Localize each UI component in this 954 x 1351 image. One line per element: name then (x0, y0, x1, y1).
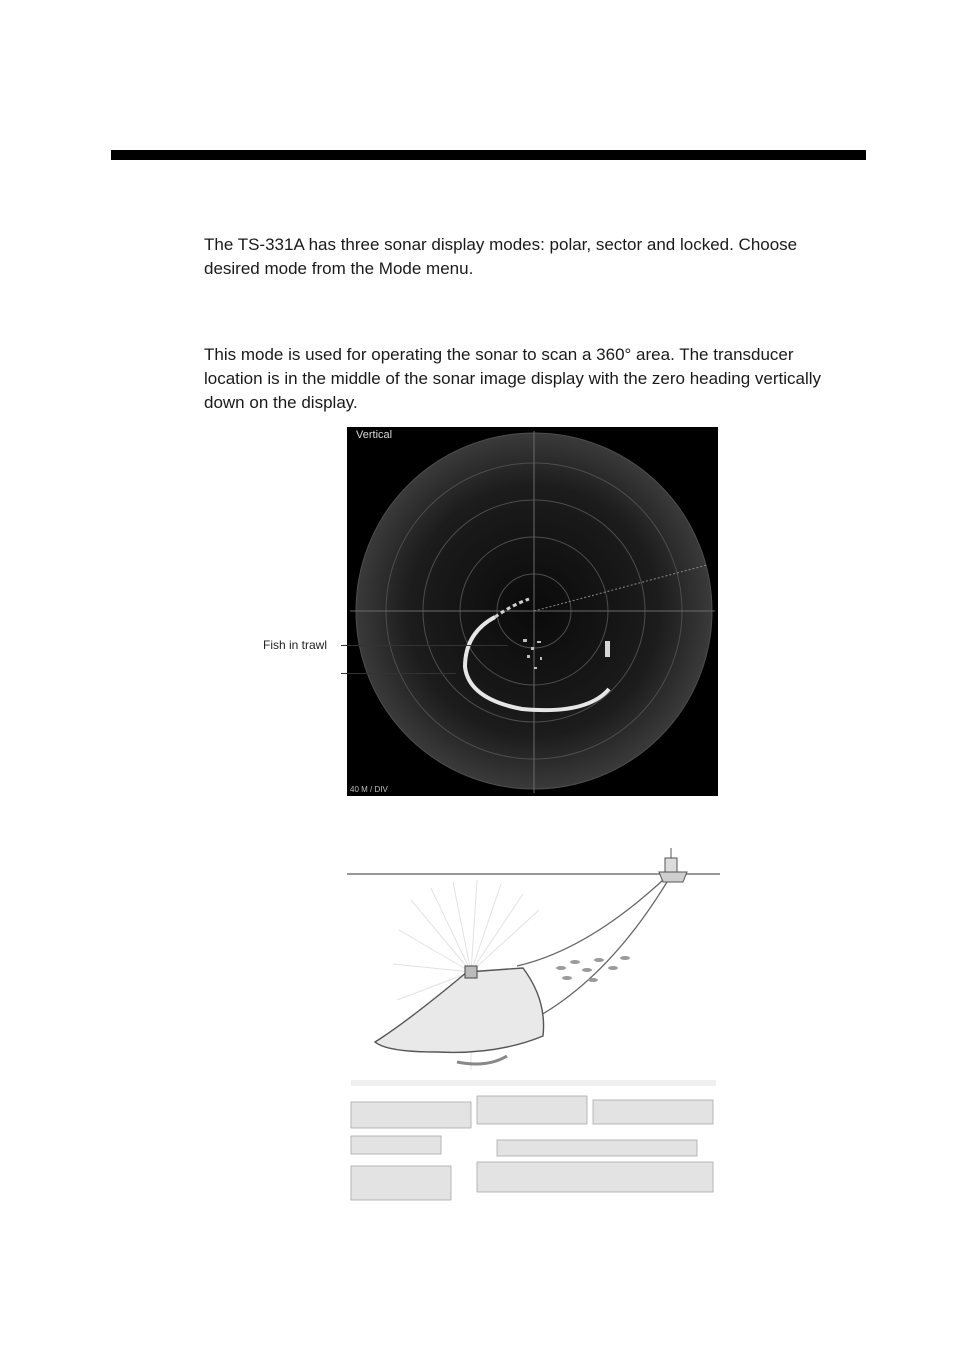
fish-in-trawl-callout: Fish in trawl (263, 638, 328, 652)
fish-school (556, 956, 630, 982)
intro-paragraph: The TS-331A has three sonar display modes: polar, sector and locked. Choose desired mode from the Mode menu. (204, 235, 798, 278)
sonar-polar-plot (347, 427, 718, 796)
trawl-illustration (347, 840, 720, 1202)
seabed-echo (605, 641, 610, 657)
scan-rotation-arrow (457, 1056, 507, 1064)
warp-line-upper (517, 880, 663, 966)
warp-line-lower (532, 882, 667, 1020)
polar-mode-paragraph: This mode is used for operating the sonar to scan a 360° area. The transducer location is in the middle of the sonar image display with the zero heading vertically down on the display. (204, 345, 822, 412)
sonar-mode-label: Vertical (356, 429, 393, 441)
seabed-rocks (351, 1080, 716, 1200)
fishing-vessel (659, 848, 687, 882)
sonar-scale-label: 40 M / DIV (350, 785, 388, 794)
section-header-bar (111, 150, 866, 160)
fish-callout-leader (341, 645, 508, 646)
sonar-polar-display-image (347, 427, 718, 796)
trawl-net (375, 968, 544, 1052)
net-sonar-transducer (465, 966, 477, 978)
net-callout-leader (341, 673, 456, 674)
